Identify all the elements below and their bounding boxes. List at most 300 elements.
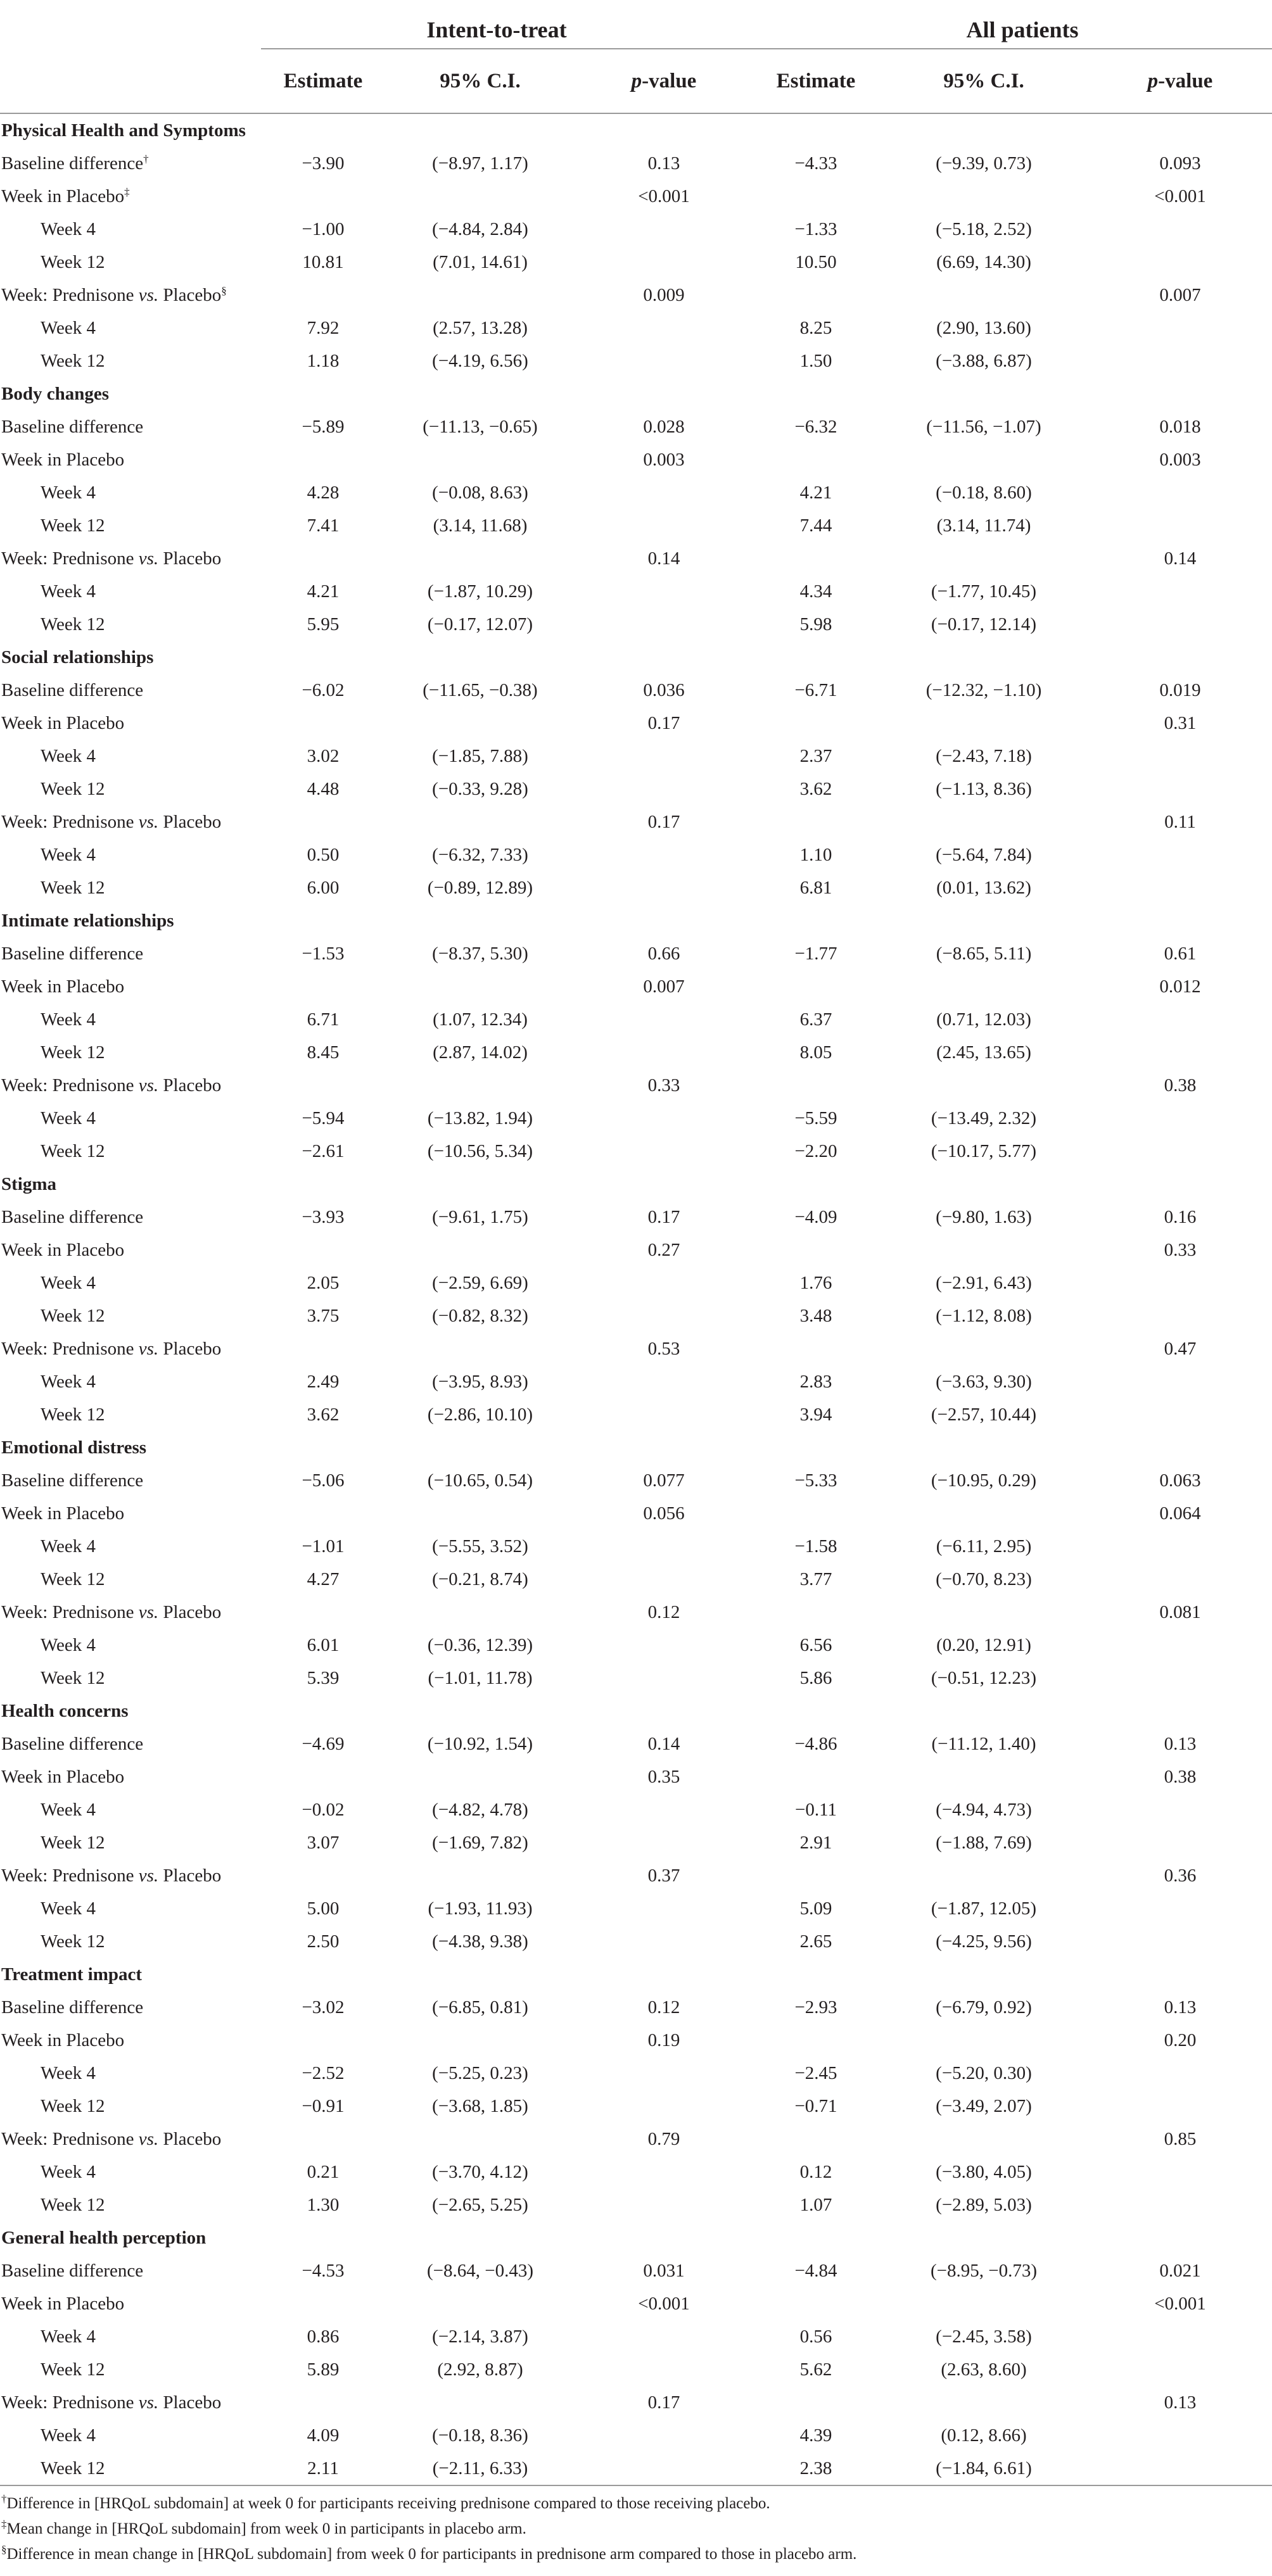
itt-ci-cell	[385, 2123, 575, 2156]
row-label-text: Week: Prednisone	[1, 1601, 139, 1622]
all-estimate-cell: 2.38	[753, 2452, 879, 2485]
itt-ci-cell: (−8.37, 5.30)	[432, 943, 528, 964]
table-row	[0, 1629, 1272, 1662]
all-p-value-cell: 0.16	[1164, 1206, 1197, 1227]
all-estimate-header: Estimate	[753, 49, 879, 113]
itt-estimate-cell: 0.86	[307, 2326, 340, 2347]
itt-estimate-cell: 3.62	[307, 1404, 340, 1425]
itt-ci-cell: (−4.84, 2.84)	[432, 218, 528, 239]
all-p-value-cell	[1088, 871, 1272, 904]
itt-ci-cell: (2.57, 13.28)	[433, 317, 528, 338]
table-row	[0, 2452, 1272, 2485]
row-label-text: Week 4	[41, 2161, 96, 2182]
itt-p-value-cell: 0.028	[643, 416, 685, 437]
itt-p-value-cell: 0.003	[643, 449, 685, 470]
all-p-value-cell: <0.001	[1154, 186, 1206, 206]
all-ci-cell: (−2.57, 10.44)	[931, 1404, 1037, 1425]
all-ci-cell: (0.12, 8.66)	[941, 2425, 1027, 2446]
itt-ci-cell: (−8.97, 1.17)	[432, 153, 528, 174]
all-estimate-cell: 4.39	[799, 2425, 832, 2446]
itt-p-value-cell	[575, 2320, 753, 2353]
row-label-text: Week in Placebo	[1, 1766, 125, 1787]
itt-ci-cell: (−10.56, 5.34)	[427, 1140, 533, 1161]
row-label	[0, 2254, 261, 2287]
row-label-text: Week 12	[41, 1140, 105, 1161]
row-label	[0, 608, 261, 641]
all-p-value-cell: 0.38	[1164, 1075, 1197, 1095]
table-row	[0, 2024, 1272, 2057]
row-label-text: Week 4	[41, 745, 96, 766]
all-estimate-cell	[753, 443, 879, 476]
all-ci-cell: (−6.79, 0.92)	[936, 1997, 1032, 2017]
all-p-value-cell	[1088, 1365, 1272, 1398]
itt-p-value-cell	[575, 1036, 753, 1069]
all-ci-cell	[879, 970, 1088, 1003]
all-estimate-cell: 3.62	[799, 778, 832, 799]
itt-estimate-cell: 2.11	[261, 2452, 385, 2485]
row-label	[0, 1793, 261, 1826]
itt-p-value-cell	[575, 1925, 753, 1958]
footnote-dagger: †Difference in [HRQoL subdomain] at week 0 for participants receiving prednisone compared to those receiving placebo.	[1, 2492, 770, 2512]
itt-ci-cell: (−0.08, 8.63)	[432, 482, 528, 503]
all-p-value-cell	[1088, 1036, 1272, 1069]
row-label	[0, 1563, 261, 1596]
row-label	[0, 2353, 261, 2386]
itt-estimate-cell: 6.71	[307, 1009, 340, 1030]
all-estimate-cell: 7.44	[799, 515, 832, 536]
all-p-value-cell	[1088, 1892, 1272, 1925]
itt-estimate-cell: 0.21	[307, 2161, 340, 2182]
footnote-marker: ‡	[124, 185, 130, 198]
all-ci-cell: (−1.84, 6.61)	[879, 2452, 1088, 2485]
row-label	[0, 1234, 261, 1266]
label-header-spacer	[0, 11, 261, 49]
table-body	[0, 113, 1272, 2485]
all-ci-cell	[879, 2024, 1088, 2057]
all-estimate-cell: 6.37	[799, 1009, 832, 1030]
itt-estimate-cell: −3.90	[302, 153, 345, 174]
all-ci-cell: (−8.65, 5.11)	[936, 943, 1032, 964]
row-label-text: Week in Placebo	[1, 712, 125, 733]
table-row	[0, 476, 1272, 509]
all-p-value-cell	[1088, 1102, 1272, 1135]
all-p-value-cell	[1088, 2188, 1272, 2221]
table-row	[0, 1003, 1272, 1036]
all-p-value-cell	[1088, 1793, 1272, 1826]
all-p-value-cell	[1088, 2419, 1272, 2452]
all-ci-cell	[879, 805, 1088, 838]
itt-estimate-cell: −5.94	[302, 1108, 345, 1128]
row-label	[0, 871, 261, 904]
all-p-value-cell	[1088, 1629, 1272, 1662]
all-p-value-cell: 0.36	[1164, 1865, 1197, 1886]
itt-ci-cell: (7.01, 14.61)	[433, 251, 528, 272]
itt-p-value-cell: 0.17	[647, 2392, 680, 2413]
itt-p-value-cell	[575, 2057, 753, 2090]
row-label-text: Week: Prednisone	[1, 1338, 139, 1359]
all-p-value-cell	[1088, 773, 1272, 805]
row-label-text: Week 4	[41, 1634, 96, 1655]
all-ci-cell: (−5.18, 2.52)	[936, 218, 1032, 239]
table-row	[0, 1662, 1272, 1695]
row-label	[0, 1201, 261, 1234]
all-p-value-cell	[1088, 1925, 1272, 1958]
all-ci-cell: (−11.12, 1.40)	[931, 1733, 1036, 1754]
all-p-value-cell	[1088, 1398, 1272, 1431]
table-row	[0, 2320, 1272, 2353]
all-estimate-cell: −6.71	[794, 679, 837, 700]
all-estimate-cell	[753, 180, 879, 213]
row-label	[0, 707, 261, 740]
row-label	[0, 542, 261, 575]
itt-estimate-cell: 3.02	[307, 745, 340, 766]
all-p-value-cell	[1088, 1135, 1272, 1168]
all-estimate-cell: 4.21	[799, 482, 832, 503]
itt-p-value-cell: 0.17	[647, 811, 680, 832]
table-row	[0, 2386, 1272, 2419]
row-label	[0, 147, 261, 180]
table-row	[0, 542, 1272, 575]
table-row	[0, 213, 1272, 246]
all-estimate-cell: 2.65	[799, 1931, 832, 1952]
itt-estimate-cell: 10.81	[302, 251, 344, 272]
itt-p-value-cell	[575, 2156, 753, 2188]
row-label	[0, 2419, 261, 2452]
itt-ci-cell: (−0.89, 12.89)	[427, 877, 533, 898]
row-label-text: Week 4	[41, 2425, 96, 2446]
all-p-value-cell: 0.007	[1159, 284, 1201, 305]
row-label-vs: vs.	[138, 811, 159, 832]
itt-p-value-cell: 0.007	[643, 976, 685, 997]
section-header-row	[0, 2221, 1272, 2254]
row-label	[0, 2156, 261, 2188]
itt-ci-cell	[385, 2287, 575, 2320]
row-label-text: Week 4	[41, 844, 96, 865]
table-row	[0, 1299, 1272, 1332]
itt-estimate-cell: −1.00	[302, 218, 345, 239]
itt-p-value-cell: <0.001	[638, 186, 690, 206]
itt-p-value-cell: <0.001	[638, 2293, 690, 2314]
itt-p-value-cell	[575, 509, 753, 542]
all-p-value-cell	[1088, 2090, 1272, 2123]
table-row	[0, 1793, 1272, 1826]
row-label	[0, 279, 261, 312]
all-estimate-cell	[753, 1859, 879, 1892]
row-label-text: Week: Prednisone	[1, 1075, 139, 1095]
itt-p-value-cell: 0.14	[647, 548, 680, 569]
row-label-text: Placebo	[158, 811, 222, 832]
group-header-intent-to-treat: Intent-to-treat	[261, 11, 753, 49]
all-estimate-cell: −6.32	[794, 416, 837, 437]
itt-estimate-cell: −2.61	[302, 1140, 345, 1161]
all-estimate-cell: 4.34	[799, 581, 832, 602]
itt-p-value-cell: 0.009	[643, 284, 685, 305]
row-label-text: Week 12	[41, 2458, 105, 2478]
itt-p-value-cell	[575, 1793, 753, 1826]
all-p-value-cell: 0.14	[1164, 548, 1197, 569]
itt-p-value-cell	[575, 1266, 753, 1299]
row-label-text: Week in Placebo	[1, 976, 125, 997]
row-label-text: Week 4	[41, 218, 96, 239]
table-row	[0, 410, 1272, 443]
row-label	[0, 443, 261, 476]
itt-p-value-cell	[575, 1826, 753, 1859]
row-label-vs: vs.	[138, 1075, 159, 1095]
itt-estimate-cell	[261, 707, 385, 740]
itt-ci-cell: (−3.68, 1.85)	[432, 2095, 528, 2116]
table-row	[0, 279, 1272, 312]
all-estimate-cell	[753, 2287, 879, 2320]
row-label-text: Baseline difference	[1, 2260, 144, 2281]
table-row	[0, 740, 1272, 773]
itt-ci-cell: (−1.85, 7.88)	[432, 745, 528, 766]
row-label-text: Week 12	[41, 2095, 105, 2116]
all-p-value-cell: <0.001	[1154, 2293, 1206, 2314]
results-table	[0, 11, 1272, 2486]
table-row	[0, 674, 1272, 707]
itt-estimate-cell: −2.52	[302, 2062, 345, 2083]
all-p-value-cell	[1088, 2452, 1272, 2485]
all-estimate-cell: −4.09	[794, 1206, 837, 1227]
table-row	[0, 443, 1272, 476]
itt-p-value-cell	[575, 312, 753, 344]
section-header-row	[0, 1431, 1272, 1464]
table-row	[0, 1135, 1272, 1168]
all-p-value-cell	[1088, 246, 1272, 279]
table-row	[0, 2057, 1272, 2090]
all-estimate-cell: −2.93	[794, 1997, 837, 2017]
all-p-value-cell: 0.064	[1159, 1503, 1201, 1524]
row-label-text: Week in Placebo	[1, 449, 125, 470]
itt-estimate-cell	[261, 279, 385, 312]
itt-ci-cell: (−9.61, 1.75)	[432, 1206, 528, 1227]
table-row	[0, 2090, 1272, 2123]
all-ci-cell: (2.45, 13.65)	[936, 1042, 1031, 1063]
row-label	[0, 2386, 261, 2419]
itt-ci-cell: (−2.86, 10.10)	[427, 1404, 533, 1425]
row-label	[0, 1135, 261, 1168]
all-p-value-cell: 0.081	[1159, 1601, 1201, 1622]
table-row	[0, 871, 1272, 904]
row-label	[0, 1299, 261, 1332]
all-estimate-cell: 0.56	[799, 2326, 832, 2347]
row-label-text: Placebo	[158, 2392, 222, 2413]
table-row	[0, 1398, 1272, 1431]
all-p-value-cell: 0.019	[1159, 679, 1201, 700]
all-p-value-cell	[1088, 213, 1272, 246]
all-ci-cell: (−5.20, 0.30)	[936, 2062, 1032, 2083]
all-ci-cell: (−4.94, 4.73)	[936, 1799, 1032, 1820]
all-estimate-cell: 3.94	[799, 1404, 832, 1425]
row-label-text: Week in Placebo	[1, 2293, 125, 2314]
table-row	[0, 1991, 1272, 2024]
all-ci-cell	[879, 1760, 1088, 1793]
itt-estimate-cell	[261, 180, 385, 213]
all-ci-cell: (−1.13, 8.36)	[936, 778, 1032, 799]
itt-estimate-cell	[261, 1497, 385, 1530]
itt-estimate-cell: −5.06	[302, 1470, 345, 1491]
itt-estimate-cell: 1.18	[307, 350, 340, 371]
all-p-value-cell: 0.093	[1159, 153, 1201, 174]
all-p-value-cell	[1088, 344, 1272, 377]
all-p-value-cell	[1088, 312, 1272, 344]
row-label-text: Week 4	[41, 2062, 96, 2083]
footnote-marker: †	[143, 152, 149, 165]
row-label-vs: vs.	[138, 1338, 159, 1359]
row-label-text: Week 4	[41, 1536, 96, 1556]
table-row	[0, 1727, 1272, 1760]
row-label-text: Placebo	[158, 1338, 222, 1359]
itt-ci-cell: (−1.93, 11.93)	[428, 1898, 533, 1919]
itt-p-value-cell	[575, 1102, 753, 1135]
itt-p-value-cell	[575, 1365, 753, 1398]
all-estimate-cell: −5.33	[794, 1470, 837, 1491]
all-estimate-cell: 1.76	[799, 1272, 832, 1293]
row-label-text: Baseline difference	[1, 1206, 144, 1227]
row-label-text: Baseline difference	[1, 943, 144, 964]
row-label-vs: vs.	[138, 284, 159, 305]
row-label-text: Week: Prednisone	[1, 2392, 139, 2413]
row-label-text: Week 12	[41, 778, 105, 799]
section-header-row	[0, 904, 1272, 937]
row-label-text: Placebo	[158, 1075, 222, 1095]
itt-ci-cell	[385, 1497, 575, 1530]
all-estimate-cell	[753, 542, 879, 575]
all-p-value-cell	[1088, 2057, 1272, 2090]
row-label	[0, 1760, 261, 1793]
all-ci-cell	[879, 1859, 1088, 1892]
itt-p-value-cell	[575, 1530, 753, 1563]
all-estimate-cell: 8.25	[799, 317, 832, 338]
all-ci-cell: (−1.77, 10.45)	[931, 581, 1037, 602]
all-ci-cell: (−0.70, 8.23)	[936, 1569, 1032, 1589]
all-ci-cell: (−13.49, 2.32)	[931, 1108, 1037, 1128]
itt-p-value-cell: 0.17	[647, 1206, 680, 1227]
itt-ci-cell	[385, 1332, 575, 1365]
itt-p-value-cell	[575, 2090, 753, 2123]
itt-estimate-cell	[261, 1069, 385, 1102]
itt-estimate-cell	[261, 2386, 385, 2419]
row-label	[0, 1727, 261, 1760]
itt-p-value-cell: 0.077	[643, 1470, 685, 1491]
itt-estimate-cell: 4.21	[307, 581, 340, 602]
footnote-marker: §	[221, 284, 227, 296]
itt-estimate-cell	[261, 970, 385, 1003]
row-label-text: Baseline difference	[1, 153, 144, 174]
row-label	[0, 1596, 261, 1629]
itt-ci-cell: (2.92, 8.87)	[437, 2359, 523, 2380]
all-p-value-cell	[1088, 1266, 1272, 1299]
itt-ci-cell	[385, 2386, 575, 2419]
all-estimate-cell: 1.50	[799, 350, 832, 371]
row-label	[0, 1332, 261, 1365]
itt-p-value-cell: 0.27	[647, 1239, 680, 1260]
table-row	[0, 312, 1272, 344]
all-p-value-cell: 0.61	[1164, 943, 1197, 964]
itt-estimate-cell: −1.01	[302, 1536, 345, 1556]
itt-ci-cell: (−13.82, 1.94)	[427, 1108, 533, 1128]
itt-p-value-cell: 0.35	[647, 1766, 680, 1787]
all-estimate-cell	[753, 1234, 879, 1266]
all-estimate-cell: 5.62	[799, 2359, 832, 2380]
itt-estimate-cell	[261, 1332, 385, 1365]
itt-ci-cell	[385, 542, 575, 575]
itt-p-value-cell: 0.17	[647, 712, 680, 733]
itt-ci-cell	[385, 707, 575, 740]
section-title: Intimate relationships	[1, 910, 174, 931]
all-ci-cell: (0.71, 12.03)	[936, 1009, 1031, 1030]
row-label-text: Week 12	[41, 1305, 105, 1326]
itt-estimate-cell: 7.92	[307, 317, 340, 338]
itt-ci-cell: (3.14, 11.68)	[433, 515, 528, 536]
row-label-text: Week 4	[41, 1799, 96, 1820]
all-p-value-cell	[1088, 838, 1272, 871]
row-label	[0, 180, 261, 213]
group-header-all-patients: All patients	[753, 11, 1272, 49]
table-row	[0, 1069, 1272, 1102]
all-estimate-cell	[753, 1069, 879, 1102]
itt-ci-cell: (−0.82, 8.32)	[432, 1305, 528, 1326]
table-row	[0, 2353, 1272, 2386]
itt-ci-cell	[385, 1596, 575, 1629]
table-row	[0, 1530, 1272, 1563]
all-p-value-cell: 0.13	[1164, 1997, 1197, 2017]
itt-ci-cell: (−0.33, 9.28)	[432, 778, 528, 799]
all-ci-cell	[879, 1069, 1088, 1102]
row-label	[0, 1036, 261, 1069]
all-ci-cell	[879, 2123, 1088, 2156]
all-p-value-cell	[1088, 1530, 1272, 1563]
table-row	[0, 246, 1272, 279]
itt-estimate-cell: 5.39	[307, 1667, 340, 1688]
footnotes	[0, 2491, 1272, 2567]
row-label-vs: vs.	[138, 1601, 159, 1622]
itt-ci-cell: (−3.70, 4.12)	[432, 2161, 528, 2182]
row-label-text: Week 4	[41, 1371, 96, 1392]
itt-p-value-cell: 0.056	[643, 1503, 685, 1524]
all-ci-cell	[879, 2287, 1088, 2320]
all-p-value-cell: 0.20	[1164, 2030, 1197, 2050]
row-label	[0, 410, 261, 443]
row-label-text: Week 12	[41, 1042, 105, 1063]
itt-estimate-cell: −0.91	[302, 2095, 345, 2116]
all-p-value-cell: 0.13	[1164, 2392, 1197, 2413]
row-label	[0, 1629, 261, 1662]
row-label-text: Week 12	[41, 1931, 105, 1952]
itt-p-value-cell: 0.37	[647, 1865, 680, 1886]
row-label	[0, 1102, 261, 1135]
itt-ci-cell: (−11.65, −0.38)	[423, 679, 538, 700]
itt-estimate-cell: 5.95	[307, 614, 340, 635]
all-ci-cell: (−10.17, 5.77)	[931, 1140, 1037, 1161]
itt-p-value-cell	[575, 575, 753, 608]
row-label	[0, 2287, 261, 2320]
table-row	[0, 1234, 1272, 1266]
itt-p-value-cell	[575, 1662, 753, 1695]
itt-estimate-cell	[261, 805, 385, 838]
all-p-value-cell: 0.38	[1164, 1766, 1197, 1787]
itt-estimate-cell: 2.05	[307, 1272, 340, 1293]
itt-p-value-cell	[575, 1299, 753, 1332]
all-estimate-cell: 5.98	[799, 614, 832, 635]
all-estimate-cell	[753, 1497, 879, 1530]
all-estimate-cell: −0.71	[794, 2095, 837, 2116]
all-ci-cell: (−2.45, 3.58)	[936, 2326, 1032, 2347]
itt-ci-cell: (−2.14, 3.87)	[432, 2326, 528, 2347]
all-p-value-cell: 0.33	[1164, 1239, 1197, 1260]
all-ci-cell	[879, 1332, 1088, 1365]
row-label	[0, 2090, 261, 2123]
